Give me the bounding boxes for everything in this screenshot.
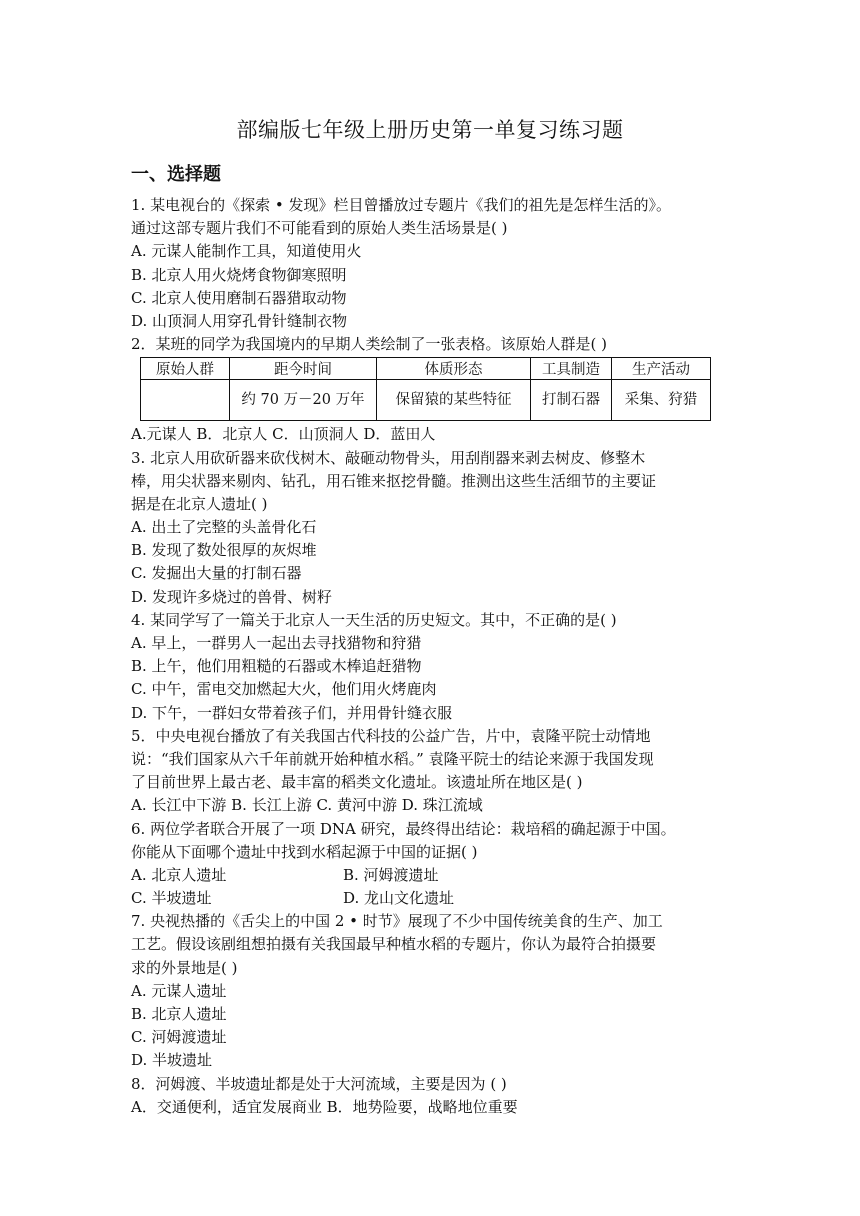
question-7-line-2: 工艺。假设该剧组想拍摄有关我国最早种植水稻的专题片，你认为最符合拍摄要 <box>131 935 657 954</box>
question-7-line-1: 7. 央视热播的《舌尖上的中国 2 • 时节》展现了不少中国传统美食的生产、加工 <box>131 912 663 931</box>
question-1-line-2: 通过这部专题片我们不可能看到的原始人类生活场景是( ) <box>131 219 508 238</box>
question-1-option-b: B. 北京人用火烧烤食物御寒照明 <box>131 265 347 284</box>
table-header-cell: 体质形态 <box>377 358 531 380</box>
question-7-option-c: C. 河姆渡遗址 <box>131 1028 227 1047</box>
question-5-line-1: 5．中央电视台播放了有关我国古代科技的公益广告，片中，袁隆平院士动情地 <box>131 726 651 745</box>
question-5-options: A. 长江中下游 B. 长江上游 C. 黄河中游 D. 珠江流域 <box>131 796 483 815</box>
question-3-option-d: D. 发现许多烧过的兽骨、树籽 <box>131 587 333 606</box>
question-3-line-3: 据是在北京人遗址( ) <box>131 494 268 513</box>
section-heading: 一、选择题 <box>131 164 221 185</box>
question-4-stem: 4. 某同学写了一篇关于北京人一天生活的历史短文。其中，不正确的是( ) <box>131 610 617 629</box>
early-humans-table <box>140 357 711 421</box>
question-4-option-c: C. 中午，雷电交加燃起大火，他们用火烤鹿肉 <box>131 680 437 699</box>
question-7-line-3: 求的外景地是( ) <box>131 958 238 977</box>
question-7-option-b: B. 北京人遗址 <box>131 1005 227 1023</box>
table-cell: 约 70 万－20 万年 <box>230 380 377 421</box>
question-6-line-2: 你能从下面哪个遗址中找到水稻起源于中国的证据( ) <box>131 842 478 861</box>
table-header-row <box>141 358 711 380</box>
page-title: 部编版七年级上册历史第一单复习练习题 <box>236 118 624 142</box>
question-6-option-d: D. 龙山文化遗址 <box>343 889 455 908</box>
table-row <box>141 380 711 421</box>
question-list <box>131 194 731 1119</box>
question-3-line-1: 3. 北京人用砍斫器来砍伐树木、敲砸动物骨头，用刮削器来剥去树皮、修整木 <box>131 448 646 467</box>
table-header-cell: 原始人群 <box>141 358 230 380</box>
question-1-line-1: 1. 某电视台的《探索 • 发现》栏目曾播放过专题片《我们的祖先是怎样生活的》。 <box>131 196 671 214</box>
question-7-option-d: D. 半坡遗址 <box>131 1051 213 1070</box>
question-6-option-a: A. 北京人遗址 <box>131 865 227 884</box>
table-header-cell: 生产活动 <box>612 358 711 380</box>
question-1-option-c: C. 北京人使用磨制石器猎取动物 <box>131 288 347 307</box>
question-6-options-row-2 <box>131 887 731 910</box>
question-6-options-row-1 <box>131 864 731 887</box>
question-4-option-b: B. 上午，他们用粗糙的石器或木棒追赶猎物 <box>131 657 422 676</box>
table-cell: 打制石器 <box>531 380 612 421</box>
question-3-line-2: 棒，用尖状器来剔肉、钻孔，用石锥来抠挖骨髓。推测出这些生活细节的主要证 <box>131 471 657 490</box>
table-header-cell: 距今时间 <box>230 358 377 380</box>
question-3-option-b: B. 发现了数处很厚的灰烬堆 <box>131 541 317 560</box>
question-1-option-d: D. 山顶洞人用穿孔骨针缝制衣物 <box>131 311 348 330</box>
question-2-options: A.元谋人 B．北京人 C．山顶洞人 D．蓝田人 <box>131 425 436 444</box>
question-5-line-2: 说：“我们国家从六千年前就开始种植水稻。” 袁隆平院士的结论来源于我国发现 <box>131 749 654 768</box>
question-2-stem: 2．某班的同学为我国境内的早期人类绘制了一张表格。该原始人群是( ) <box>131 335 608 354</box>
question-5-line-3: 了目前世界上最古老、最丰富的稻类文化遗址。该遗址所在地区是( ) <box>131 773 583 792</box>
question-8-stem: 8．河姆渡、半坡遗址都是处于大河流域，主要是因为 ( ) <box>131 1074 507 1093</box>
question-7-option-a: A. 元谋人遗址 <box>131 981 227 1000</box>
table-cell: 采集、狩猎 <box>612 380 711 421</box>
question-6-option-c: C. 半坡遗址 <box>131 889 212 908</box>
question-3-option-a: A. 出土了完整的头盖骨化石 <box>131 518 317 537</box>
question-6-option-b: B. 河姆渡遗址 <box>343 865 439 884</box>
table-cell <box>141 380 230 421</box>
table-cell: 保留猿的某些特征 <box>377 380 531 421</box>
question-3-option-c: C. 发掘出大量的打制石器 <box>131 564 302 583</box>
question-4-option-d: D. 下午，一群妇女带着孩子们，并用骨针缝衣服 <box>131 703 453 722</box>
question-1-option-a: A. 元谋人能制作工具，知道使用火 <box>131 242 362 261</box>
table-header-cell: 工具制造 <box>531 358 612 380</box>
question-8-options: A．交通便利，适宜发展商业 B．地势险要，战略地位重要 <box>131 1097 518 1116</box>
question-6-line-1: 6. 两位学者联合开展了一项 DNA 研究，最终得出结论：栽培稻的确起源于中国。 <box>131 819 676 838</box>
question-4-option-a: A. 早上，一群男人一起出去寻找猎物和狩猎 <box>131 634 422 652</box>
